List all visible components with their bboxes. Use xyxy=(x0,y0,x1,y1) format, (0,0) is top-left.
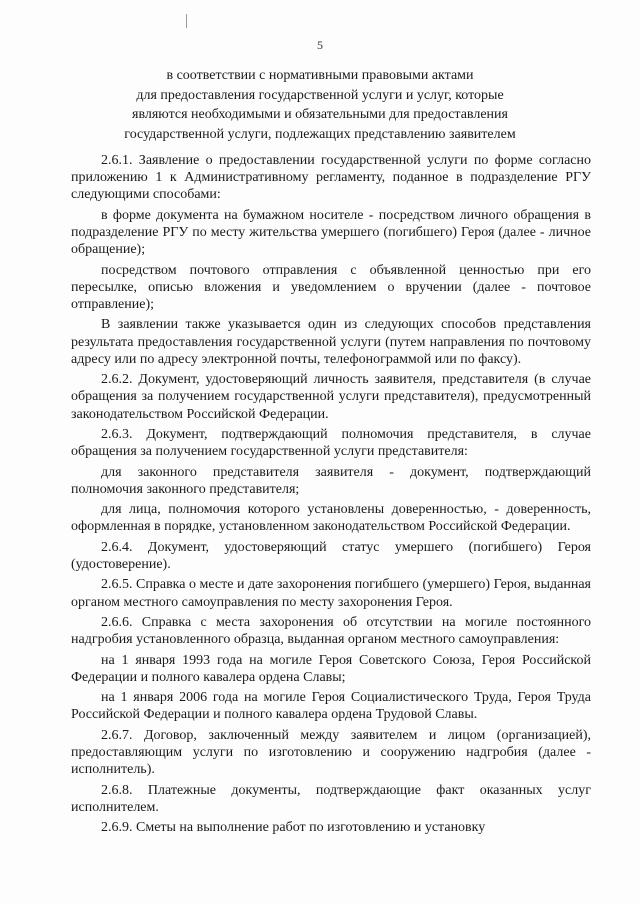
paragraph-2006: на 1 января 2006 года на могиле Героя Социалистического Труда, Героя Труда Российской Федерации и полного кавалера ордена Трудовой Славы. xyxy=(71,690,591,723)
paragraph-2-6-9: 2.6.9. Сметы на выполнение работ по изготовлению и установку xyxy=(101,820,486,836)
paragraph-2-6-7: 2.6.7. Договор, заключенный между заявителем и лицом (организацией), предоставляющим услуги по изготовлению и сооружению надгробия (далее - исполнитель). xyxy=(71,727,591,778)
paragraph-result-delivery: В заявлении также указывается один из следующих способов представления результата предоставления государственной услуги (путем направления по почтовому адресу или по адресу электронной почты, телефонограммой или по факсу). xyxy=(71,317,591,367)
paragraph-2-6-1: 2.6.1. Заявление о предоставлении государственной услуги по форме согласно приложению 1 к Административному регламенту, поданное в подразделение РГУ следующими способами: xyxy=(71,153,591,203)
paragraph-2-6-6: 2.6.6. Справка с места захоронения об отсутствии на могиле постоянного надгробия установленного образца, выданная органом местного самоуправления: xyxy=(71,614,591,648)
scan-mark xyxy=(186,14,187,28)
document-body xyxy=(71,152,591,837)
paragraph-postal-submission: посредством почтового отправления с объявленной ценностью при его пересылке, описью вложения и уведомлением о вручении (далее - почтовое отправление); xyxy=(71,262,591,312)
section-heading xyxy=(100,66,540,144)
paragraph-1993: на 1 января 1993 года на могиле Героя Советского Союза, Героя Российской Федерации и полного кавалера ордена Славы; xyxy=(71,652,591,685)
heading-line: в соответствии с нормативными правовыми актами xyxy=(166,68,474,83)
paragraph-paper-submission: в форме документа на бумажном носителе - посредством личного обращения в подразделение РГУ по месту жительства умершего (погибшего) Героя (далее - личное обращение); xyxy=(71,207,591,258)
paragraph-2-6-5: 2.6.5. Справка о месте и дате захоронения погибшего (умершего) Героя, выданная органом местного самоуправления по месту захоронения Героя. xyxy=(71,577,591,610)
paragraph-legal-representative: для законного представителя заявителя - документ, подтверждающий полномочия законного представителя; xyxy=(71,464,591,497)
heading-line: для предоставления государственной услуги и услуг, которые xyxy=(136,87,504,103)
paragraph-2-6-2: 2.6.2. Документ, удостоверяющий личность заявителя, представителя (в случае обращения за получением государственной услуги представителя), предусмотренный законодательством Российской Федерации. xyxy=(71,372,591,422)
heading-line: государственной услуги, подлежащих представлению заявителем xyxy=(124,126,516,142)
paragraph-2-6-3: 2.6.3. Документ, подтверждающий полномочия представителя, в случае обращения за получением государственной услуги представителя: xyxy=(71,426,591,460)
paragraph-2-6-4: 2.6.4. Документ, удостоверяющий статус умершего (погибшего) Героя (удостоверение). xyxy=(71,539,591,572)
page-number: 5 xyxy=(317,38,323,52)
paragraph-2-6-8: 2.6.8. Платежные документы, подтверждающие факт оказанных услуг исполнителем. xyxy=(71,782,591,815)
paragraph-power-of-attorney: для лица, полномочия которого установлены доверенностью, - доверенность, оформленная в порядке, установленном законодательством Российской Федерации. xyxy=(71,502,591,535)
heading-line: являются необходимыми и обязательными для предоставления xyxy=(132,107,508,122)
